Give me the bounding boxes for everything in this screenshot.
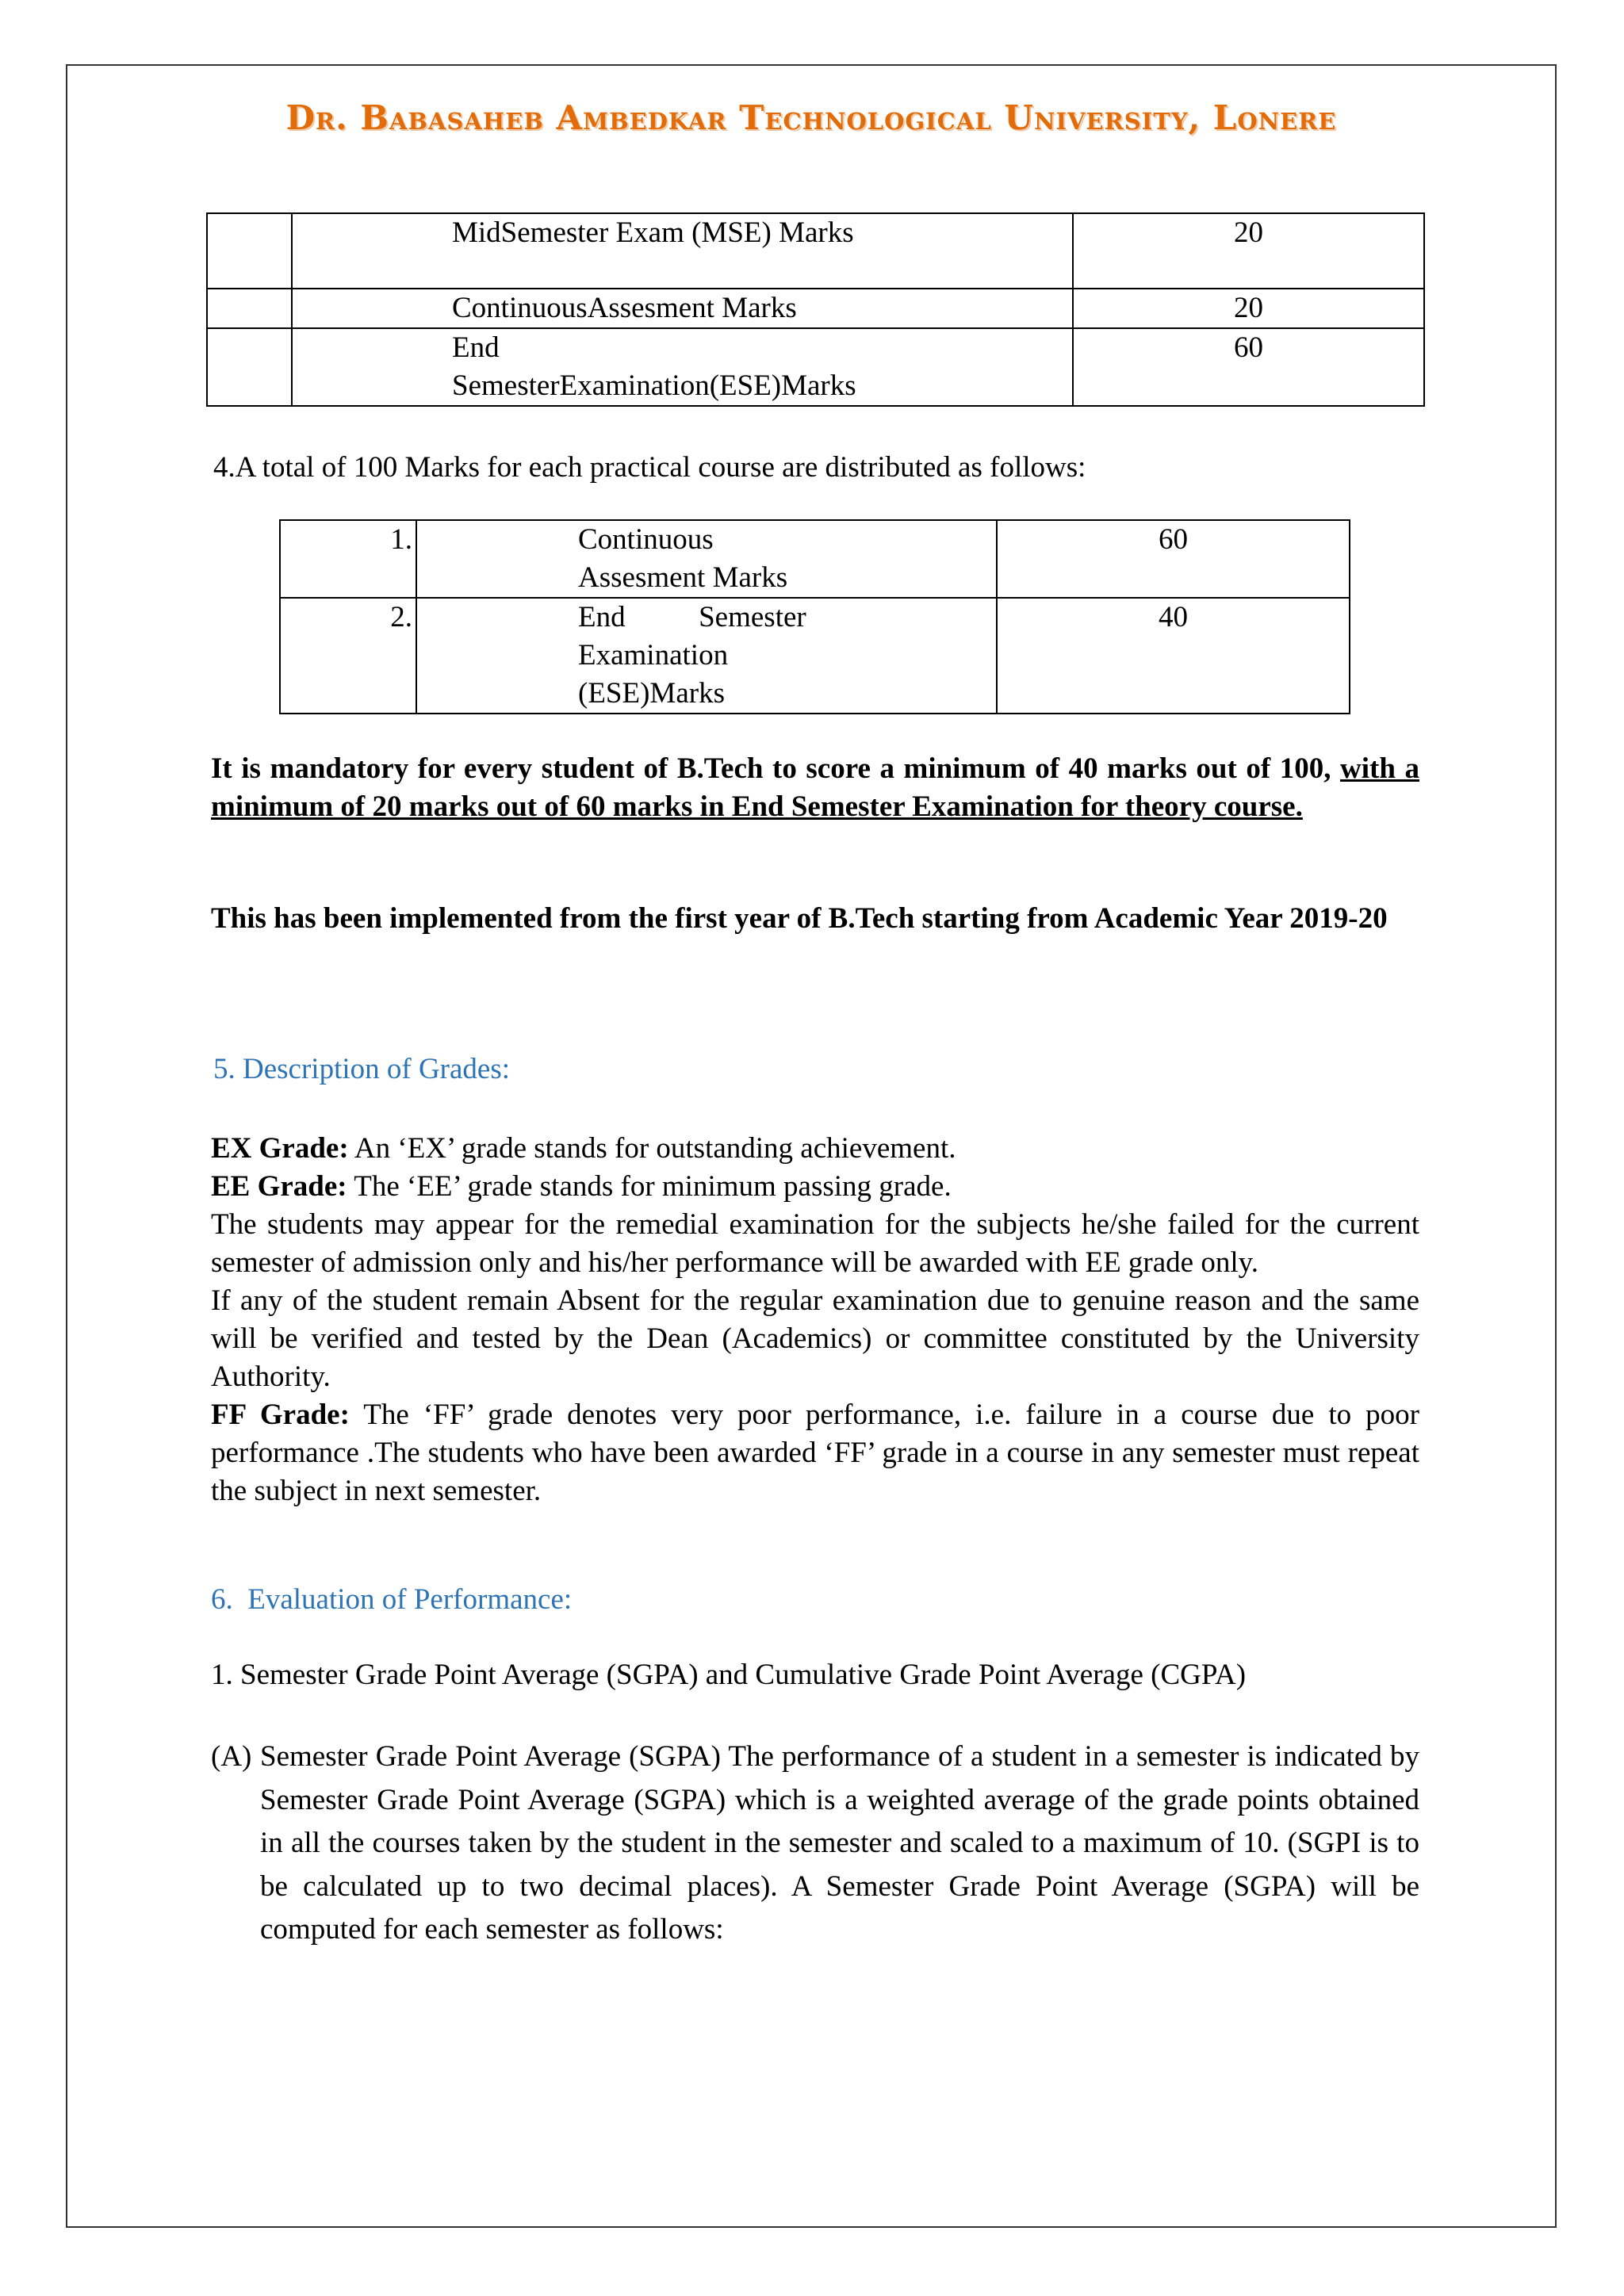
ex-grade-text: An ‘EX’ grade stands for outstanding achievement.: [348, 1132, 956, 1165]
item-line: End: [452, 331, 500, 364]
table-cell-item: [416, 598, 997, 714]
mandatory-note: [211, 750, 1419, 826]
table-row: [207, 213, 1424, 289]
table-cell-item: ContinuousAssesment Marks: [292, 289, 1073, 328]
ex-grade: [211, 1130, 1419, 1168]
ex-grade-label: EX Grade:: [211, 1132, 349, 1165]
sgpa-text: Semester Grade Point Average (SGPA) The performance of a student in a semester is indicated by Semester Grade Point Average (SGPA) which is a weighted average of the grade points obtained in all the courses taken by the student in the semester and scaled to a maximum of 10. (SGPI is to be calculated up to two decimal places). A Semester Grade Point Average (SGPA) will be computed for each semester as follows:: [260, 1740, 1419, 1946]
ff-grade-label: FF Grade:: [211, 1399, 350, 1431]
table-row: [207, 328, 1424, 406]
table-cell-marks: 20: [1073, 289, 1424, 328]
table-cell-marks: 60: [997, 520, 1350, 598]
table-cell-marks: 60: [1073, 328, 1424, 406]
table-row: [207, 289, 1424, 328]
table-row: [280, 520, 1350, 598]
table-cell-no: 2.: [280, 598, 416, 714]
item-line: End Semester: [578, 601, 806, 633]
table-cell-marks: 20: [1073, 213, 1424, 289]
item-line: (ESE)Marks: [578, 677, 725, 710]
table-cell-item: [416, 520, 997, 598]
item-line: Continuous: [578, 523, 714, 556]
practical-intro: 4.A total of 100 Marks for each practical course are distributed as follows:: [213, 451, 1086, 484]
table-cell-item: [292, 328, 1073, 406]
table-cell-marks: 40: [997, 598, 1350, 714]
sgpa-cgpa-item: 1. Semester Grade Point Average (SGPA) and Cumulative Grade Point Average (CGPA): [211, 1659, 1247, 1691]
section-5-heading: 5. Description of Grades:: [213, 1053, 511, 1085]
absent-text: If any of the student remain Absent for the regular examination due to genuine reason and the same will be verified and tested by the Dean (Academics) or committee constituted by the University Authority.: [211, 1284, 1419, 1393]
ff-grade-text: The ‘FF’ grade denotes very poor performance, i.e. failure in a course due to poor performance .The students who have been awarded ‘FF’ grade in a course in any semester must repeat the subject in next semester.: [211, 1399, 1419, 1507]
sgpa-paragraph: [211, 1735, 1419, 1952]
item-label: (A): [211, 1740, 252, 1773]
item-line: Examination: [578, 639, 729, 672]
mandatory-underlined-text: with a minimum of 20 marks out of 60 marks in End Semester Examination for theory course.: [211, 752, 1419, 823]
practical-marks-table: [279, 519, 1350, 714]
ee-grade-label: EE Grade:: [211, 1170, 347, 1203]
table-cell-no: 1.: [280, 520, 416, 598]
theory-marks-table: [206, 212, 1425, 407]
mandatory-text: It is mandatory for every student of B.Tech to score a minimum of 40 marks out of 100,: [211, 752, 1341, 785]
table-cell-item: MidSemester Exam (MSE) Marks: [292, 213, 1073, 289]
implemented-note: This has been implemented from the first year of B.Tech starting from Academic Year 2019-20: [211, 902, 1388, 935]
item-line: Assesment Marks: [578, 561, 788, 594]
university-header: Dr. Babasaheb Ambedkar Technological University, Lonere: [285, 98, 1337, 137]
ee-grade: [211, 1168, 1419, 1206]
table-cell-no: [207, 328, 292, 406]
ff-grade: [211, 1396, 1419, 1510]
table-cell-no: [207, 213, 292, 289]
ee-grade-text: The ‘EE’ grade stands for minimum passing grade.: [347, 1170, 952, 1203]
remedial-text: The students may appear for the remedial examination for the subjects he/she failed for the current semester of admission only and his/her performance will be awarded with EE grade only.: [211, 1208, 1419, 1279]
item-line: SemesterExamination(ESE)Marks: [452, 369, 856, 402]
table-row: [280, 598, 1350, 714]
section-6-heading: 6. Evaluation of Performance:: [211, 1583, 573, 1616]
grades-description: [211, 1130, 1419, 1510]
table-cell-no: [207, 289, 292, 328]
